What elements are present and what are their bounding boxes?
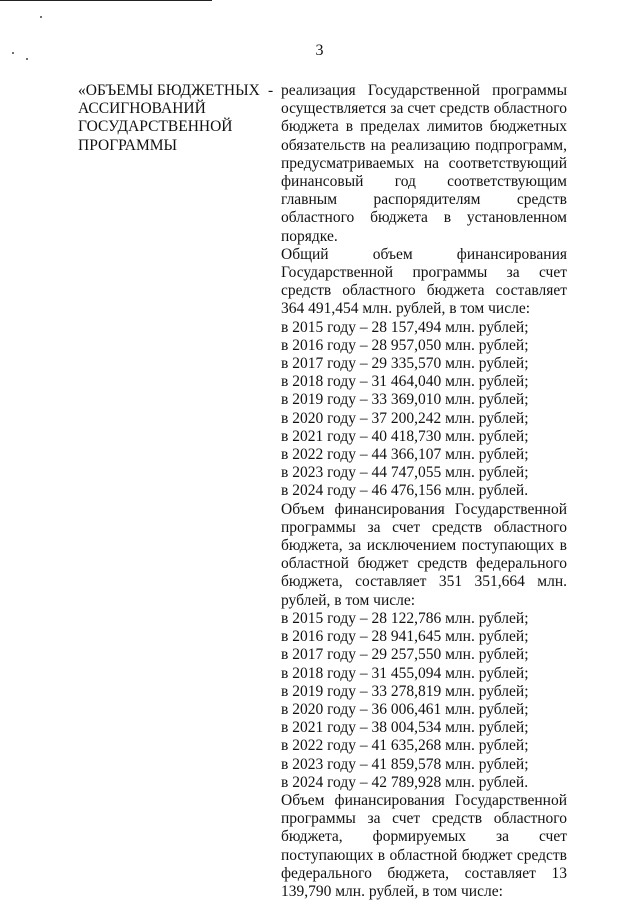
list-item: в 2024 году – 46 476,156 млн. рублей. xyxy=(281,482,529,500)
list-item: в 2019 году – 33 278,819 млн. рублей; xyxy=(281,682,529,700)
section-body xyxy=(281,82,567,901)
top-rule xyxy=(0,0,212,1)
list-item: в 2024 году – 42 789,928 млн. рублей. xyxy=(281,773,529,791)
list-item: в 2020 году – 36 006,461 млн. рублей; xyxy=(281,700,529,718)
scan-speck xyxy=(40,16,42,18)
list-item: в 2018 году – 31 464,040 млн. рублей; xyxy=(281,373,529,391)
list-item: в 2020 году – 37 200,242 млн. рублей; xyxy=(281,409,529,427)
section-heading: «ОБЪЕМЫ БЮДЖЕТНЫХ АССИГНОВАНИЙ ГОСУДАРСТВЕННОЙ ПРОГРАММЫ xyxy=(78,82,260,154)
list-item: в 2017 году – 29 335,570 млн. рублей; xyxy=(281,355,529,373)
regional-financing-list xyxy=(281,610,567,792)
list-item: в 2017 году – 29 257,550 млн. рублей; xyxy=(281,646,529,664)
list-item: в 2018 году – 31 455,094 млн. рублей; xyxy=(281,664,529,682)
regional-financing-paragraph: Объем финансирования Государственной программы за счет средств областного бюджета, за исключением поступающих в областной бюджет средств федерального бюджета, составляет 351 351,664 млн. рублей, в том числе: xyxy=(281,500,567,609)
list-item: в 2019 году – 33 369,010 млн. рублей; xyxy=(281,391,529,409)
federal-financing-paragraph: Объем финансирования Государственной программы за счет средств областного бюджета, формируемых за счет поступающих в областной бюджет средств федерального бюджета, составляет 13 139,790 млн. рублей, в том числе: xyxy=(281,791,567,900)
list-item: в 2016 году – 28 941,645 млн. рублей; xyxy=(281,628,529,646)
total-financing-list xyxy=(281,319,567,501)
list-item: в 2015 году – 28 122,786 млн. рублей; xyxy=(281,609,529,627)
list-item: в 2021 году – 38 004,534 млн. рублей; xyxy=(281,719,529,737)
list-item: в 2016 году – 28 957,050 млн. рублей; xyxy=(281,336,529,354)
list-item: в 2022 году – 41 635,268 млн. рублей; xyxy=(281,737,529,755)
page-number: 3 xyxy=(315,42,324,59)
list-item: в 2022 году – 44 366,107 млн. рублей; xyxy=(281,446,529,464)
total-financing-paragraph: Общий объем финансирования Государственной программы за счет средств областного бюджета составляет 364 491,454 млн. рублей, в том числе: xyxy=(281,245,567,318)
intro-paragraph: реализация Государственной программы осуществляется за счет средств областного бюджета в пределах лимитов бюджетных обязательств на реализацию подпрограмм, предусматриваемых на соответствующий финансовый год соответствующим главным распорядителям средств областного бюджета в установленном порядке. xyxy=(281,82,567,245)
list-item: в 2021 году – 40 418,730 млн. рублей; xyxy=(281,427,529,445)
list-item: в 2023 году – 44 747,055 млн. рублей; xyxy=(281,464,529,482)
list-item: в 2023 году – 41 859,578 млн. рублей; xyxy=(281,755,529,773)
separator-dash: - xyxy=(268,82,274,99)
list-item: в 2015 году – 28 157,494 млн. рублей; xyxy=(281,318,529,336)
